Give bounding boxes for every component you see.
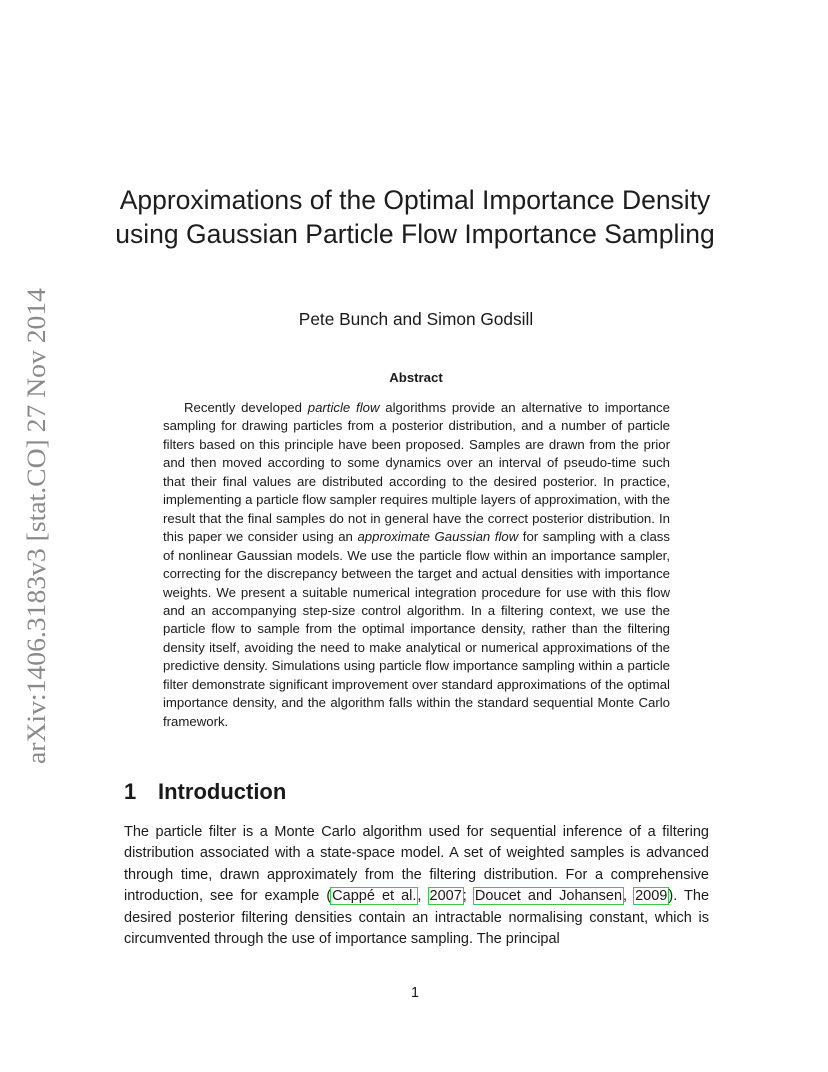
citation-link[interactable]: Cappé et al. [332,888,417,905]
citation-link[interactable]: 2009 [635,888,668,905]
introduction-paragraph [124,822,709,950]
section-title: Introduction [158,779,287,804]
abstract-emphasis: approximate Gaussian flow [357,529,519,545]
citation-separator: , [623,888,635,905]
abstract-text: Recently developed [184,400,308,415]
citation-separator: ; [462,888,474,905]
abstract-body [163,399,670,731]
paper-title: Approximations of the Optimal Importance Density using Gaussian Particle Flow Importance Sampling [115,185,715,249]
citation-link[interactable]: Doucet and Johansen [474,888,623,905]
intro-text: The particle filter is a Monte Carlo algorithm used for sequential inference of a filtering distribution associated with a state-space model. A set of weighted samples is advanced through time, drawn approximately from the filtering distribution. For a comprehensive introduction, see for example ( [124,824,709,905]
abstract-text: for sampling with a class of nonlinear Gaussian models. We use the particle flow within an importance sampler, correcting for the discrepancy between the target and actual densities with importance weights. We present a suitable numerical integration procedure for use with this flow and an accompanying step-size control algorithm. In a filtering context, we use the particle flow to sample from the optimal importance density, rather than the filtering density itself, avoiding the need to make analytical or numerical approximations of the predictive density. Simulations using particle flow importance sampling within a particle filter demonstrate significant improvement over standard approximations of the optimal importance density, and the algorithm falls within the standard sequential Monte Carlo framework. [163,529,670,729]
page-number: 1 [410,985,420,1001]
arxiv-identifier-stamp [18,288,52,764]
abstract-emphasis: particle flow [307,400,380,415]
section-heading-introduction [124,779,286,805]
section-number: 1 [124,779,137,804]
citation-separator: , [417,888,429,905]
citation-link[interactable]: 2007 [429,888,462,905]
abstract-text: algorithms provide an alternative to importance sampling for drawing particles from a posterior distribution, and a number of particle filters based on this principle have been proposed. Samples are drawn from the prior and then moved according to some dynamics over an interval of pseudo-time such that their final values are distributed according to the desired posterior. In practice, implementing a particle flow sampler requires multiple layers of approximation, with the result that the final samples do not in general have the correct posterior distribution. In this paper we consider using an [163,400,670,545]
intro-text: ). The desired posterior filtering densities contain an intractable normalising constant, which is circumvented through the use of importance sampling. The principal [124,888,710,948]
arxiv-identifier-text: arXiv:1406.3183v3 [stat.CO] 27 Nov 2014 [22,316,51,764]
paper-authors: Pete Bunch and Simon Godsill [298,309,534,329]
abstract-heading: Abstract [389,370,443,385]
